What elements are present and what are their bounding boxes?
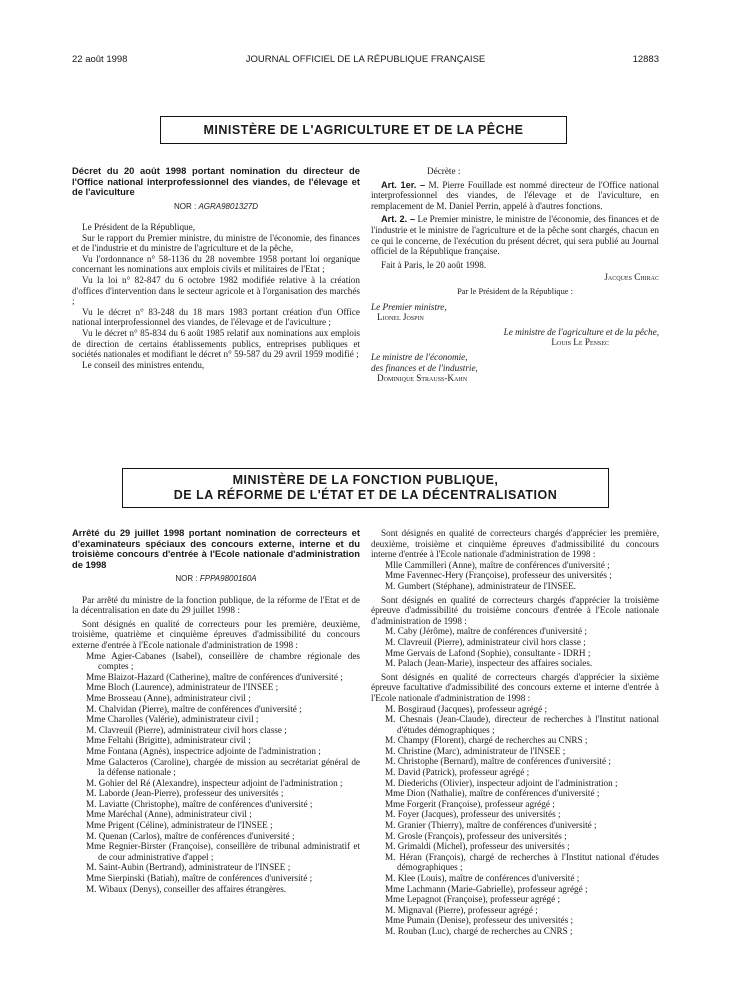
eco-minister-name: Dominique Strauss-Kahn	[377, 373, 468, 384]
article-2-text: Le Premier ministre, le ministre de l'économie, des finances et de l'industrie et le ministre de l'agriculture et de la pêche sont chargés, chacun en ce qui le concerne, de l'exécution du présent décret, qui sera publié au Journal officiel de la République française.	[371, 214, 659, 257]
decree-right-column	[371, 166, 659, 384]
eco-minister-title-2: des finances et de l'industrie,	[371, 362, 478, 373]
nor-label: NOR :	[175, 574, 198, 583]
header-page-number: 12883	[632, 54, 659, 65]
decree-visa-paragraph: Vu le décret n° 83-248 du 18 mars 1983 portant création d'un Office national interprofessionnel des viandes, de l'élevage et de l'aviculture ;	[72, 306, 360, 328]
article-1	[371, 180, 659, 212]
corrector-entry: Mme Blaizot-Hazard (Catherine), maître de conférences d'université ;	[86, 671, 343, 682]
corrector-entry: M. Grimaldi (Michel), professeur des universités ;	[385, 841, 570, 852]
corrector-entry: M. Wibaux (Denys), conseiller des affaires étrangères.	[86, 883, 287, 894]
corrector-entry: Mme Sierpinski (Batiah), maître de conférences d'université ;	[86, 873, 313, 884]
corrector-entry: Mme Maréchal (Anne), administrateur civil ;	[86, 809, 252, 820]
corrector-entry: M. Héran (François), chargé de recherches à l'Institut national d'études démographiques ;	[385, 851, 659, 873]
agri-minister-title: Le ministre de l'agriculture et de la pêche,	[503, 326, 659, 337]
correctors-list-internal	[371, 560, 659, 592]
corrector-entry: M. Saint-Aubin (Bertrand), administrateur de l'INSEE ;	[86, 862, 291, 873]
arrete-right-column	[371, 528, 659, 937]
ministry-banner-line-1: MINISTÈRE DE LA FONCTION PUBLIQUE,	[232, 473, 499, 487]
decrete-heading: Décrète :	[427, 166, 461, 176]
eco-minister-title-1: Le ministre de l'économie,	[371, 351, 468, 362]
decree-visa-paragraph: Le Président de la République,	[82, 222, 196, 233]
signatory-president: Jacques Chirac	[604, 272, 659, 283]
fait-a-paris: Fait à Paris, le 20 août 1998.	[381, 259, 487, 270]
corrector-entry: M. Clavreuil (Pierre), administrateur civil hors classe ;	[385, 636, 586, 647]
article-2	[371, 214, 659, 256]
article-1-label: Art. 1er. –	[381, 179, 426, 190]
corrector-entry: M. Laviatte (Christophe), maître de conférences d'université ;	[86, 798, 313, 809]
corrector-entry: M. Christine (Marc), administrateur de l'INSEE ;	[385, 745, 566, 756]
corrector-entry: Mme Feltahi (Brigitte), administrateur civil ;	[86, 735, 251, 746]
corrector-entry: Mme Prigent (Céline), administrateur de l'INSEE ;	[86, 820, 273, 831]
corrector-entry: M. Rouban (Luc), chargé de recherches au CNRS ;	[385, 925, 573, 936]
ministry-banner-line-2: DE LA RÉFORME DE L'ÉTAT ET DE LA DÉCENTRALISATION	[173, 488, 558, 502]
header-date: 22 août 1998	[72, 54, 128, 65]
corrector-entry: M. Clavreuil (Pierre), administrateur civil hors classe ;	[86, 724, 287, 735]
corrector-entry: M. Gohier del Ré (Alexandre), inspecteur adjoint de l'administration ;	[86, 777, 343, 788]
arrete-intro-optional: Sont désignés en qualité de correcteurs chargés d'apprécier la sixième épreuve facultative d'admissibilité des concours externe et interne d'entrée à l'Ecole nationale d'administration de 1998 :	[371, 671, 659, 703]
decree-title: Décret du 20 août 1998 portant nomination du directeur de l'Office national interprofessionnel des viandes, de l'élevage et de l'aviculture	[72, 165, 360, 197]
corrector-entry: M. Foyer (Jacques), professeur des universités ;	[385, 809, 561, 820]
arrete-intro-internal: Sont désignés en qualité de correcteurs chargés d'apprécier les première, deuxième, troisième et cinquième épreuves d'admissibilité du concours interne d'entrée à l'Ecole nationale d'administration de 1998 :	[371, 528, 659, 560]
article-1-text: M. Pierre Fouillade est nommé directeur de l'Office national interprofessionnel des viandes, de l'élevage et de l'aviculture, en remplacement de M. Daniel Perrin, appelé à d'autres fonctions.	[371, 179, 659, 211]
corrector-entry: M. Quenan (Carlos), maître de conférences d'université ;	[86, 830, 295, 841]
corrector-entry: Mme Galacteros (Caroline), chargée de mission au secrétariat général de la défense nationale ;	[86, 756, 360, 778]
correctors-list-external	[72, 651, 360, 895]
par-le-president: Par le Président de la République :	[457, 286, 573, 296]
corrector-entry: Mme Lachmann (Marie-Gabrielle), professeur agrégé ;	[385, 883, 588, 894]
corrector-entry: M. Christophe (Bernard), maître de conférences d'université ;	[385, 756, 611, 767]
article-2-label: Art. 2. –	[381, 214, 416, 225]
corrector-entry: Mme Regnier-Birster (Françoise), conseillère de tribunal administratif et de cour administrative d'appel ;	[86, 841, 360, 862]
corrector-entry: M. Palach (Jean-Marie), inspecteur des affaires sociales.	[385, 658, 593, 669]
decree-nor	[72, 202, 360, 213]
corrector-entry: M. Klee (Louis), maître de conférences d'université ;	[385, 873, 580, 883]
decree-left-column	[72, 166, 360, 370]
corrector-entry: M. Caby (Jérôme), maître de conférences d'université ;	[385, 626, 587, 637]
decree-visa-paragraph: Vu la loi n° 82-847 du 6 octobre 1982 modifiée relative à la création d'offices d'intervention dans le secteur agricole et à l'organisation des marchés ;	[72, 275, 360, 307]
premier-ministre-title: Le Premier ministre,	[371, 301, 447, 312]
corrector-entry: M. Gumbert (Stéphane), administrateur de l'INSEE.	[385, 580, 576, 591]
decree-visa-paragraph: Vu l'ordonnance n° 58-1136 du 28 novembre 1958 portant loi organique concernant les nominations aux emplois civils et militaires de l'Etat ;	[72, 253, 360, 275]
corrector-entry: M. Bosgiraud (Jacques), professeur agrégé ;	[385, 703, 548, 714]
arrete-nor	[72, 574, 360, 585]
nor-code: FPPA9800160A	[199, 574, 257, 583]
corrector-entry: M. Grosle (François), professeur des universités ;	[385, 830, 567, 841]
decree-visas	[72, 222, 360, 370]
decree-visa-paragraph: Vu le décret n° 85-834 du 6 août 1985 relatif aux nominations aux emplois de direction de certains établissements publics, entreprises publiques et sociétés nationales et modifiant le décret n° 59-587 du 29 avril 1959 modifié ;	[72, 328, 360, 360]
arrete-left-column	[72, 528, 360, 894]
corrector-entry: Mme Dion (Nathalie), maître de conférences d'université ;	[385, 788, 600, 799]
premier-ministre-name: Lionel Jospin	[377, 312, 424, 323]
arrete-title: Arrêté du 29 juillet 1998 portant nomination de correcteurs et d'examinateurs spéciaux des concours externe, interne et du troisième concours d'entrée à l'Ecole nationale d'administration de 1998	[72, 527, 360, 570]
corrector-entry: M. Mignaval (Pierre), professeur agrégé ;	[385, 904, 538, 915]
nor-code: AGRA9801327D	[198, 201, 259, 211]
corrector-entry: M. Laborde (Jean-Pierre), professeur des universités ;	[86, 788, 284, 799]
corrector-entry: Mme Agier-Cabanes (Isabel), conseillère de chambre régionale des comptes ;	[86, 650, 360, 672]
decree-visa-paragraph: Le conseil des ministres entendu,	[82, 359, 205, 370]
corrector-entry: M. Chesnais (Jean-Claude), directeur de recherches à l'Institut national d'études démographiques ;	[385, 714, 659, 735]
corrector-entry: Mme Brosseau (Anne), administrateur civil ;	[86, 692, 251, 703]
correctors-list-third	[371, 626, 659, 668]
correctors-list-optional	[371, 704, 659, 937]
corrector-entry: M. Granier (Thierry), maître de conférences d'université ;	[385, 820, 597, 831]
arrete-intro-third: Sont désignés en qualité de correcteurs chargés d'apprécier la troisième épreuve d'admissibilité du troisième concours d'entrée à l'Ecole nationale d'administration de 1998 :	[371, 594, 659, 626]
corrector-entry: M. David (Patrick), professeur agrégé ;	[385, 767, 530, 778]
arrete-intro: Par arrêté du ministre de la fonction publique, de la réforme de l'Etat et de la décentralisation en date du 29 juillet 1998 :	[72, 594, 360, 616]
corrector-entry: Mme Charolles (Valérie), administrateur civil ;	[86, 714, 259, 725]
corrector-entry: M. Chalvidan (Pierre), maître de conférences d'université ;	[86, 703, 302, 714]
arrete-intro-external: Sont désignés en qualité de correcteurs pour les première, deuxième, troisième, quatrième et cinquième épreuves d'admissibilité du concours externe d'entrée à l'Ecole nationale d'administration de 1998 :	[72, 618, 360, 650]
corrector-entry: Mme Gervais de Lafond (Sophie), consultante - IDRH ;	[385, 647, 591, 658]
agri-minister-name: Louis Le Pensec	[551, 337, 609, 348]
ministry-banner-fonction-publique	[122, 468, 609, 508]
corrector-entry: Mme Lepagnot (Françoise), professeur agrégé ;	[385, 894, 561, 905]
corrector-entry: M. Champy (Florent), chargé de recherches au CNRS ;	[385, 735, 588, 746]
corrector-entry: Mme Forgerit (Françoise), professeur agrégé ;	[385, 798, 555, 809]
ministry-banner-agriculture	[160, 116, 567, 144]
corrector-entry: Mlle Cammilleri (Anne), maître de conférences d'université ;	[385, 559, 610, 570]
corrector-entry: Mme Pumain (Denise), professeur des universités ;	[385, 915, 574, 926]
corrector-entry: Mme Bloch (Laurence), administrateur de l'INSEE ;	[86, 682, 279, 693]
corrector-entry: Mme Fontana (Agnès), inspectrice adjointe de l'administration ;	[86, 745, 321, 756]
header-journal-title: JOURNAL OFFICIEL DE LA RÉPUBLIQUE FRANÇAISE	[245, 54, 486, 65]
corrector-entry: M. Diederichs (Olivier), inspecteur adjoint de l'administration ;	[385, 777, 618, 788]
nor-label: NOR :	[173, 201, 197, 211]
corrector-entry: Mme Favennec-Hery (Françoise), professeur des universités ;	[385, 570, 612, 581]
ministry-banner-text: MINISTÈRE DE L'AGRICULTURE ET DE LA PÊCHE	[203, 123, 524, 137]
decree-visa-paragraph: Sur le rapport du Premier ministre, du ministre de l'économie, des finances et de l'industrie et du ministre de l'agriculture et de la pêche,	[72, 232, 360, 254]
